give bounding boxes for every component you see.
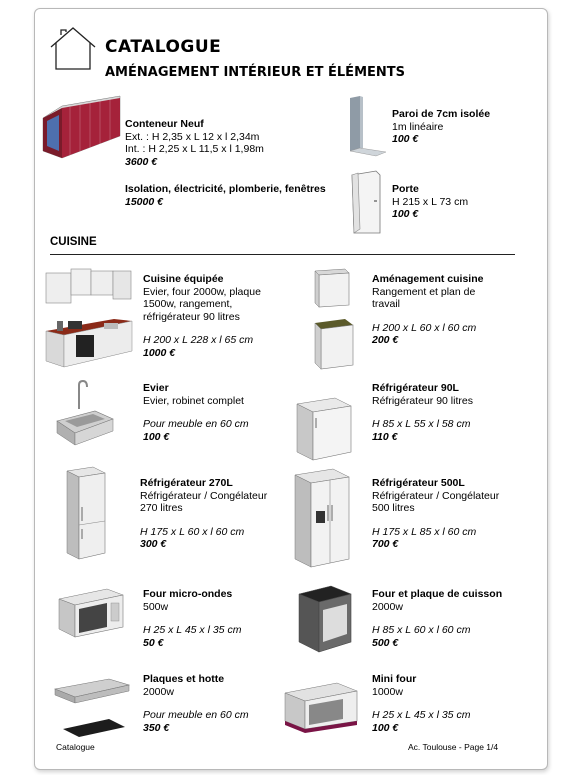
fridge-90l-image — [295, 394, 359, 464]
item-spec: 500 litres — [372, 502, 415, 514]
item-name: Conteneur Neuf — [125, 118, 204, 130]
item-dimensions: H 200 x L 60 x l 60 cm — [372, 321, 477, 334]
item-cuisine-equipee — [143, 273, 293, 359]
item-name: Four micro-ondes — [143, 588, 233, 600]
item-spec: réfrigérateur 90 litres — [143, 310, 240, 323]
item-price: 100 € — [372, 721, 399, 734]
item-name: Réfrigérateur 90L — [372, 382, 459, 394]
page-title: CATALOGUE — [105, 37, 222, 57]
item-dimensions: H 85 x L 55 x l 58 cm — [372, 418, 471, 430]
container-image — [40, 96, 125, 166]
item-price: 300 € — [140, 538, 167, 550]
item-paroi — [392, 108, 532, 146]
item-spec: 1m linéaire — [392, 120, 444, 133]
sink-image — [55, 379, 115, 449]
item-spec: Evier, four 2000w, plaque — [143, 285, 261, 298]
item-spec: 2000w — [143, 685, 174, 698]
item-refrigerateur-500l — [372, 477, 527, 551]
item-mini-four — [372, 673, 522, 734]
item-spec: Réfrigérateur 90 litres — [372, 394, 473, 407]
item-amenagement-cuisine — [372, 273, 522, 347]
oven-stove-image — [297, 584, 355, 654]
item-spec: Rangement et plan de — [372, 285, 476, 298]
item-name: Réfrigérateur 500L — [372, 477, 465, 489]
item-dimensions: H 25 x L 45 x l 35 cm — [143, 624, 242, 636]
item-name: Réfrigérateur 270L — [140, 477, 233, 489]
item-name: Cuisine équipée — [143, 273, 224, 285]
door-image — [346, 169, 388, 235]
item-spec: H 215 x L 73 cm — [392, 195, 469, 208]
item-spec: 270 litres — [140, 502, 183, 514]
item-name: Evier — [143, 382, 169, 394]
item-price: 110 € — [372, 430, 398, 443]
item-spec: Evier, robinet complet — [143, 394, 244, 407]
item-spec: 1500w, rangement, — [143, 298, 233, 310]
wall-panel-image — [346, 96, 388, 158]
item-dimensions: H 85 x L 60 x l 60 cm — [372, 624, 471, 636]
item-spec: Ext. : H 2,35 x L 12 x l 2,34m — [125, 130, 260, 143]
item-price: 1000 € — [143, 346, 176, 359]
item-spec: Réfrigérateur / Congélateur — [372, 489, 500, 502]
item-dimensions: Pour meuble en 60 cm — [143, 709, 249, 721]
item-dimensions: Pour meuble en 60 cm — [143, 418, 249, 430]
item-dimensions: H 175 x L 85 x l 60 cm — [372, 525, 477, 538]
item-conteneur-neuf — [125, 118, 355, 168]
kitchen-image — [44, 269, 134, 379]
item-name: Aménagement cuisine — [372, 273, 484, 285]
item-spec: Réfrigérateur / Congélateur — [140, 489, 268, 502]
item-name: Four et plaque de cuisson — [372, 588, 503, 600]
item-micro-ondes — [143, 588, 293, 649]
item-price: 3600 € — [125, 155, 158, 168]
item-refrigerateur-90l — [372, 382, 522, 443]
page-subtitle: AMÉNAGEMENT INTÉRIEUR ET ÉLÉMENTS — [105, 65, 405, 80]
item-price: 15000 € — [125, 195, 163, 208]
item-price: 100 € — [392, 208, 419, 220]
item-name: Porte — [392, 183, 419, 195]
fridge-270l-image — [65, 467, 109, 561]
item-spec: travail — [372, 298, 401, 310]
house-icon — [48, 26, 98, 70]
item-price: 500 € — [372, 636, 399, 649]
item-price: 350 € — [143, 721, 170, 734]
hob-hood-image — [53, 675, 131, 743]
item-plaques-hotte — [143, 673, 293, 734]
microwave-image — [57, 587, 127, 639]
item-four-plaque — [372, 588, 532, 649]
item-porte — [392, 183, 532, 221]
item-name: Plaques et hotte — [143, 673, 225, 685]
mini-oven-image — [283, 681, 361, 735]
item-price: 50 € — [143, 636, 164, 649]
footer-left: Catalogue — [56, 742, 95, 752]
item-name: Isolation, électricité, plomberie, fenêtres — [125, 183, 326, 195]
item-evier — [143, 382, 293, 443]
cabinet-image — [311, 269, 359, 375]
section-title: CUISINE — [50, 236, 97, 248]
item-spec: 1000w — [372, 685, 403, 698]
item-spec: Int. : H 2,25 x L 11,5 x l 1,98m — [125, 143, 264, 155]
item-price: 100 € — [143, 430, 170, 443]
section-divider — [50, 254, 515, 255]
fridge-500l-image — [293, 469, 353, 569]
catalogue-page — [34, 8, 548, 770]
item-price: 700 € — [372, 538, 399, 550]
item-spec: 2000w — [372, 600, 403, 613]
item-name: Mini four — [372, 673, 417, 685]
item-dimensions: H 200 x L 228 x l 65 cm — [143, 334, 254, 346]
item-spec: 500w — [143, 600, 169, 613]
item-name: Paroi de 7cm isolée — [392, 108, 491, 120]
item-price: 200 € — [372, 334, 399, 346]
footer-page-number: Ac. Toulouse - Page 1/4 — [408, 742, 499, 752]
item-isolation — [125, 183, 355, 208]
item-dimensions: H 25 x L 45 x l 35 cm — [372, 709, 471, 721]
item-dimensions: H 175 x L 60 x l 60 cm — [140, 525, 245, 538]
item-refrigerateur-270l — [140, 477, 295, 551]
item-price: 100 € — [392, 133, 419, 145]
